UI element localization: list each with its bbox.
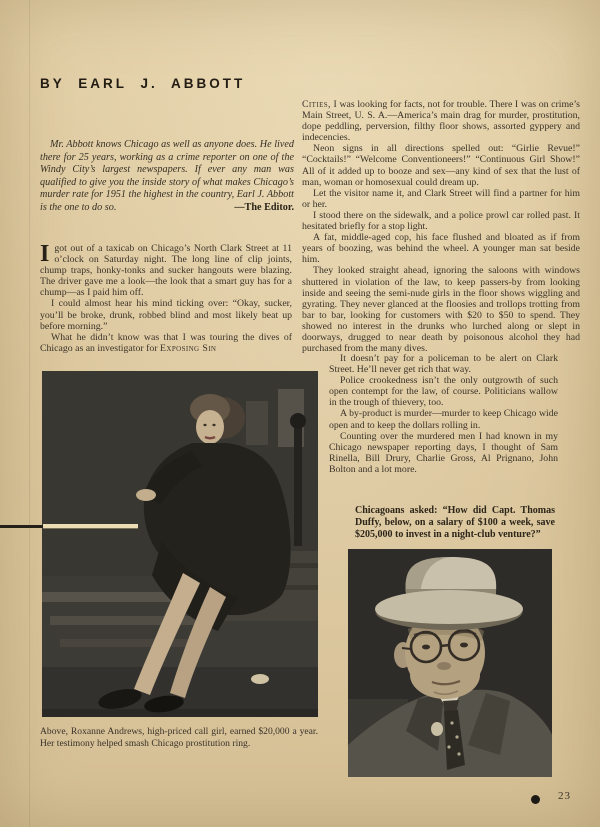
duffy-photo-illustration bbox=[348, 549, 552, 777]
paragraph: Let the visitor name it, and Clark Street will find a partner for him or her. bbox=[302, 187, 580, 210]
editor-note bbox=[40, 139, 294, 215]
paragraph: A by-product is murder—murder to keep Chicago wide open and to keep the dollars rolling in. bbox=[329, 408, 558, 431]
duffy-photo-caption: Chicagoans asked: “How did Capt. Thomas Duffy, below, on a salary of $100 a week, save $205,000 to invest in a night-club venture?” bbox=[355, 505, 555, 540]
paragraph-text: got out of a taxicab on Chicago’s North Clark Street at 11 o’clock on Saturday night. The long line of clip joints, chump traps, honky-tonks and sucker hangouts were blazing. The driver gave me a look—the look that a smart guy has for a chump—as I paid him off. bbox=[40, 243, 292, 299]
paragraph-text: I was looking for facts, not for trouble. There I was on crime’s Main Street, U. S. A.—America’s main drag for murder, prostitution, dope peddling, perversion, filthy floor shows, assorted gyppery and indecencies. bbox=[302, 99, 580, 144]
paragraph: Police crookedness isn’t the only outgrowth of such open contempt for the law, of course. Politicians wallow in the trough of thievery, too. bbox=[329, 375, 558, 409]
paragraph: A fat, middle-aged cop, his face flushed and bloated as if from years of boozing, was behind the wheel. A younger man sat beside him. bbox=[302, 232, 580, 266]
roxanne-photo-caption: Above, Roxanne Andrews, high-priced call girl, earned $20,000 a year. Her testimony helped smash Chicago prostitution ring. bbox=[40, 726, 318, 749]
page-number: 23 bbox=[558, 790, 571, 802]
drop-cap: I bbox=[40, 241, 50, 267]
editor-note-text: Mr. Abbott knows Chicago as well as anyone does. He lived there for 25 years, working as a crime reporter on one of the Windy City’s largest newspapers. If ever any man was qualified to give you the inside story of what makes Chicago’s murder rate for 1951 the highest in the country, Earl J. Abbott is the one to do so. bbox=[40, 139, 294, 213]
paragraph-text: What he didn’t know was that I was touring the dives of Chicago as an investigator for bbox=[40, 331, 292, 354]
editor-signature: —The Editor. bbox=[234, 201, 294, 213]
right-column-upper bbox=[302, 99, 580, 354]
paragraph bbox=[40, 243, 292, 298]
paragraph: I stood there on the sidewalk, and a police prowl car rolled past. It hesitated briefly for a stop light. bbox=[302, 209, 580, 233]
scratch-artifact-photo bbox=[43, 524, 138, 529]
paragraph: Neon signs in all directions spelled out: “Girlie Revue!” “Cocktails!” “Welcome Conventioneers!” “Continuous Girl Show!” All of it added up to booze and sex—any kind of sex that the lust of man, woman or homosexual could dream up. bbox=[302, 143, 580, 188]
paragraph: It doesn’t pay for a policeman to be alert on Clark Street. He’ll never get rich that way. bbox=[329, 353, 558, 376]
paragraph bbox=[40, 332, 292, 354]
thomas-duffy-photo bbox=[348, 549, 552, 777]
left-column bbox=[40, 243, 292, 354]
paragraph: They looked straight ahead, ignoring the saloons with windows shuttered in violation of the law, to keep passers-by from looking inside and seeing the semi-nude girls in the floor shows wiggling and gyrating. They never glanced at the floosies and trollops trotting from bar to bar, looking for customers with $20 to $50 to spend. They showed no interest in the drunks who lurched along or slept in doorways, drugged to near death by poisonous alcohol they had purchased from the many dives. bbox=[302, 265, 580, 355]
magazine-name-smallcaps: Cities, bbox=[302, 99, 331, 110]
roxanne-photo-illustration bbox=[42, 371, 318, 717]
roxanne-andrews-photo bbox=[42, 371, 318, 717]
paragraph: Counting over the murdered men I had known in my Chicago newspaper reporting days, I thought of Sam Rinella, Bill Drury, Charlie Gross, Al Prignano, John Bolton and a lot more. bbox=[329, 430, 558, 475]
paragraph: I could almost hear his mind ticking over: “Okay, sucker, you’ll be broke, drunk, robbed blind and most likely beat up before morning.” bbox=[40, 298, 292, 332]
right-column-lower bbox=[329, 353, 558, 475]
scratch-artifact-margin bbox=[0, 525, 43, 528]
end-of-article-dot bbox=[531, 795, 540, 804]
byline: BY EARL J. ABBOTT bbox=[40, 76, 246, 91]
magazine-name-smallcaps: Exposing Sin bbox=[159, 342, 217, 354]
paragraph bbox=[302, 99, 580, 143]
